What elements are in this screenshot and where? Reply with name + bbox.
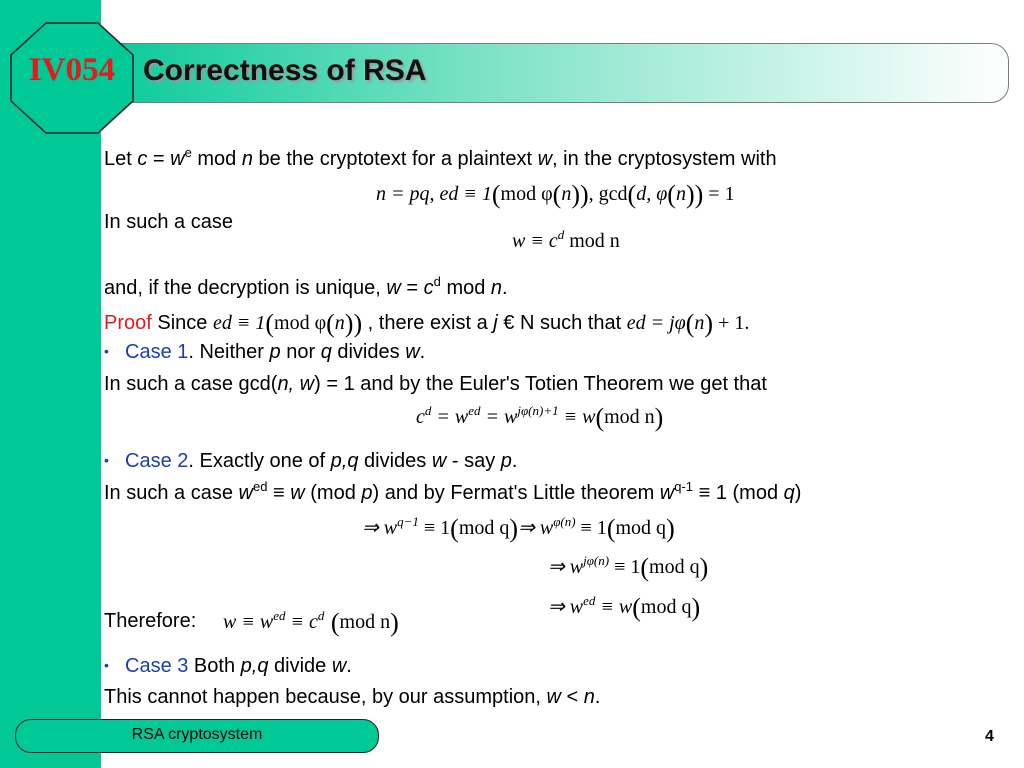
footer-pill (15, 719, 379, 753)
corner-block (0, 753, 15, 768)
case-3-item: • Case 3 Both p,q divide w. (104, 655, 352, 677)
bullet-icon: • (104, 343, 109, 359)
fermat-formula-2: ⇒ $w^{j\varphi(n)} \equiv 1(mod$ q) (548, 553, 709, 582)
proof-line: Proof Since ed ≡ 1(mod φ(n)) , there exist a j € N such that ed = jφ(n) + 1. (104, 309, 750, 338)
fermat-formula-1: ⇒ $w^{q-1} \equiv 1(mod$ q)⇒ $w^{\varphi(n)} \equiv 1(mod$ q) (362, 514, 675, 543)
in-such-a-case-line: In such a case (104, 211, 233, 233)
fermat-formula-3: ⇒ $w^{ed} \equiv w(mod$ q) (548, 593, 701, 622)
page-title: Correctness of RSA (143, 54, 427, 87)
footer-label: RSA cryptosystem (131, 726, 263, 743)
euler-line: In such a case gcd(n, w) = 1 and by the Euler's Totien Theorem we get that (104, 373, 767, 395)
fermat-line: In such a case $w^{ed} \equiv w$ (mod p) and by Fermat's Little theorem $w^{q-1} \equiv 1$ (mod q) (104, 479, 802, 504)
case-2-item: • Case 2. Exactly one of p,q divides w - say p. (104, 450, 518, 472)
case-1-item: • Case 1. Neither p nor q divides w. (104, 341, 426, 363)
case-1-label: Case 1 (125, 341, 189, 363)
course-code: IV054 (28, 52, 116, 88)
unique-decryption-line: and, if the decryption is unique, $w = c^d$ mod n. (104, 274, 508, 299)
course-badge (10, 22, 134, 134)
therefore-label: Therefore: (104, 610, 197, 632)
decryption-formula: $w \equiv c^d$ mod n (512, 227, 620, 252)
proof-label: Proof (104, 312, 152, 334)
case-2-label: Case 2 (125, 450, 189, 472)
rsa-parameters-formula: n = pq, ed ≡ 1(mod φ(n)), gcd(d, φ(n)) = 1 (376, 180, 735, 209)
conclusion-formula: $w \equiv w^{ed} \equiv c^d$ (mod n) (223, 608, 399, 637)
bullet-icon: • (104, 657, 109, 673)
euler-formula: $c^d = w^{ed} = w^{j\varphi(n)+1} \equiv w(mod$ n) (416, 403, 664, 432)
page-number: 4 (985, 728, 994, 745)
assumption-line: This cannot happen because, by our assumption, w < n. (104, 686, 601, 708)
case-3-label: Case 3 (125, 655, 189, 677)
bullet-icon: • (104, 452, 109, 468)
intro-line: Let $c = w^e$ mod n be the cryptotext for a plaintext w, in the cryptosystem with (104, 145, 777, 170)
